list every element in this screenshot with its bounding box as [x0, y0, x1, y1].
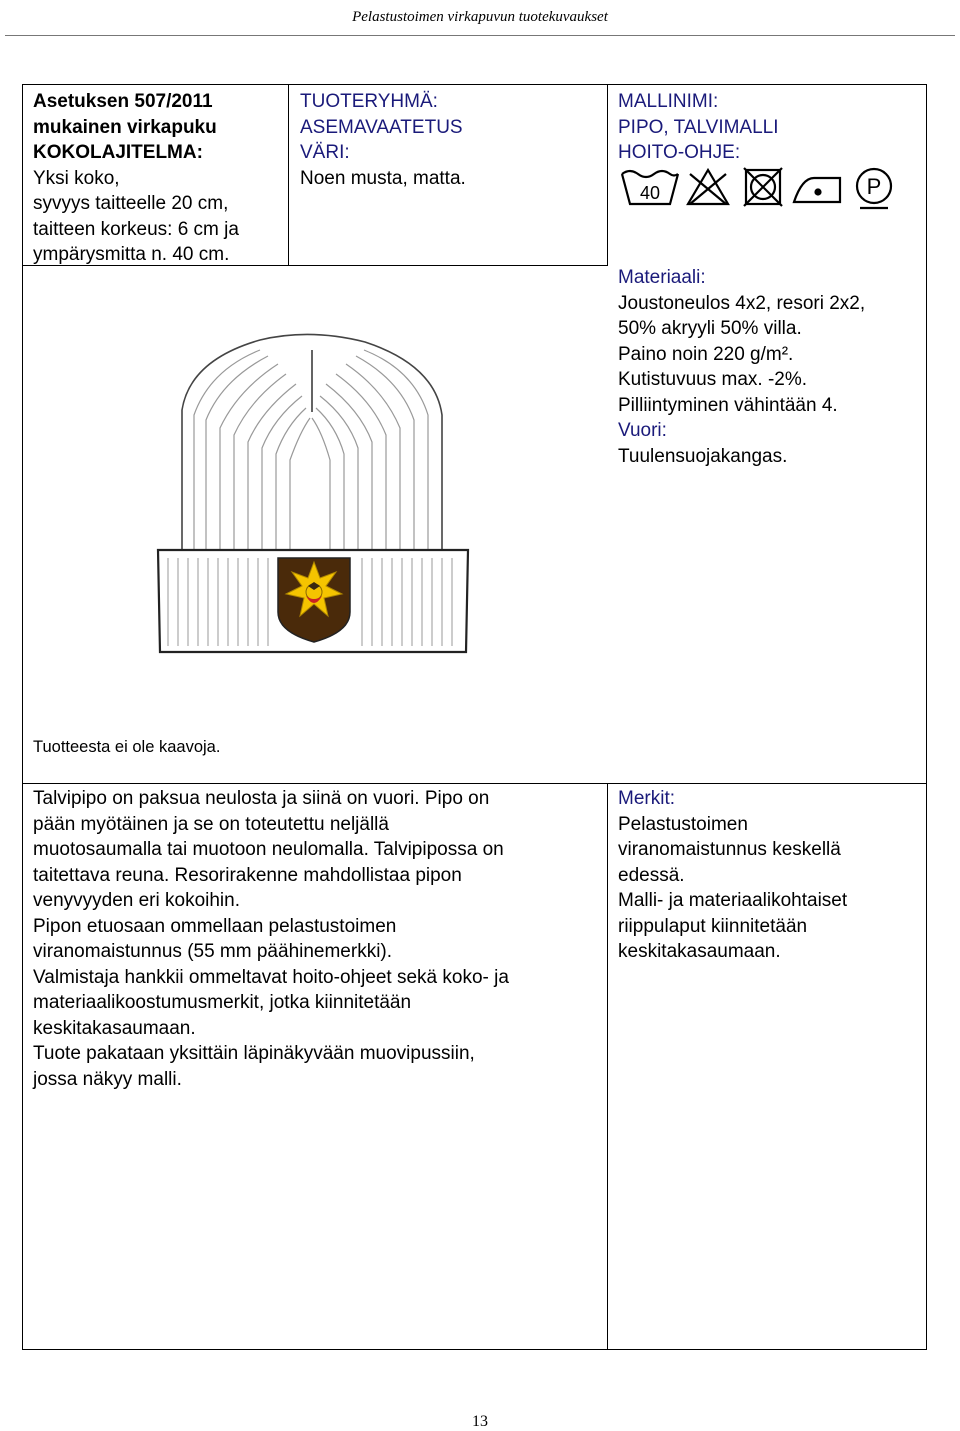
no-tumble-dry-icon	[744, 168, 782, 206]
rescue-emblem-icon	[278, 558, 350, 642]
care-label: HOITO-OHJE:	[618, 142, 741, 163]
lower-divider	[607, 783, 608, 1350]
no-bleach-icon	[688, 170, 728, 204]
col2-cell	[300, 89, 600, 191]
material-line: Joustoneulos 4x2, resori 2x2,	[618, 292, 866, 314]
lining-label: Vuori:	[618, 420, 667, 441]
marks-line: Malli- ja materiaalikohtaiset	[618, 890, 848, 911]
decree-title-line: Asetuksen 507/2011	[33, 91, 213, 112]
crown-ribs	[194, 350, 428, 550]
material-line: Paino noin 220 g/m².	[618, 343, 794, 365]
color-label: VÄRI:	[300, 142, 350, 163]
marks-label: Merkit:	[618, 788, 675, 809]
color-value: Noen musta, matta.	[300, 167, 466, 189]
description-line: Valmistaja hankkii ommeltavat hoito-ohjeet sekä koko- ja	[33, 966, 509, 988]
model-name-value: PIPO, TALVIMALLI	[618, 116, 779, 138]
material-line: Kutistuvuus max. -2%.	[618, 369, 808, 390]
decree-title-line: mukainen virkapuku	[33, 116, 217, 138]
description-cell	[33, 786, 603, 1092]
description-line: keskitakasaumaan.	[33, 1017, 196, 1039]
size-line: ympärysmitta n. 40 cm.	[33, 244, 230, 265]
size-line: Yksi koko,	[33, 167, 120, 189]
description-line: Tuote pakataan yksittäin läpinäkyvään muovipussiin,	[33, 1043, 475, 1064]
marks-line: viranomaistunnus keskellä	[618, 839, 841, 860]
size-label: KOKOLAJITELMA:	[33, 142, 203, 163]
care-symbols	[618, 164, 898, 212]
marks-line: riippulaput kiinnitetään	[618, 915, 808, 937]
iron-low-icon	[794, 178, 840, 202]
dry-clean-p-icon	[857, 169, 891, 208]
description-line: taitettava reuna. Resorirakenne mahdollistaa pipon	[33, 864, 462, 886]
description-line: venyvyyden eri kokoihin.	[33, 890, 240, 911]
material-line: 50% akryyli 50% villa.	[618, 318, 802, 339]
col2-bottom-rule	[288, 265, 608, 266]
page-number: 13	[472, 1413, 488, 1430]
svg-text:P: P	[866, 174, 882, 199]
col1-divider	[288, 84, 289, 266]
description-line: muotosaumalla tai muotoon neulomalla. Talvipipossa on	[33, 839, 504, 860]
col3-header	[618, 89, 918, 166]
marks-line: edessä.	[618, 864, 685, 886]
marks-line: keskitakasaumaan.	[618, 941, 781, 962]
material-line: Pilliintyminen vähintään 4.	[618, 394, 838, 416]
marks-cell	[618, 786, 918, 965]
lining-value: Tuulensuojakangas.	[618, 445, 788, 467]
col2-divider	[607, 84, 608, 266]
product-group-value: ASEMAVAATETUS	[300, 116, 463, 138]
description-line: Pipon etuosaan ommellaan pelastustoimen	[33, 915, 397, 937]
material-label: Materiaali:	[618, 267, 706, 288]
size-line: taitteen korkeus: 6 cm ja	[33, 218, 239, 240]
svg-text:40: 40	[639, 183, 661, 203]
description-line: viranomaistunnus (55 mm päähinemerkki).	[33, 941, 393, 962]
description-line: pään myötäinen ja se on toteutettu neljällä	[33, 813, 389, 835]
header-rule	[5, 35, 955, 36]
col1-cell	[33, 89, 283, 268]
col3-material	[618, 265, 918, 469]
wash-40-icon	[622, 171, 678, 204]
description-line: jossa näkyy malli.	[33, 1068, 182, 1090]
no-pattern-note: Tuotteesta ei ole kaavoja.	[33, 738, 221, 756]
beanie-illustration	[150, 320, 480, 660]
marks-line: Pelastustoimen	[618, 813, 748, 835]
description-line: Talvipipo on paksua neulosta ja siinä on vuori. Pipo on	[33, 788, 490, 809]
model-name-label: MALLINIMI:	[618, 91, 719, 112]
description-line: materiaalikoostumusmerkit, jotka kiinnitetään	[33, 992, 412, 1013]
size-line: syvyys taitteelle 20 cm,	[33, 193, 229, 214]
running-header: Pelastustoimen virkapuvun tuotekuvaukset	[352, 9, 608, 25]
product-group-label: TUOTERYHMÄ:	[300, 91, 438, 112]
